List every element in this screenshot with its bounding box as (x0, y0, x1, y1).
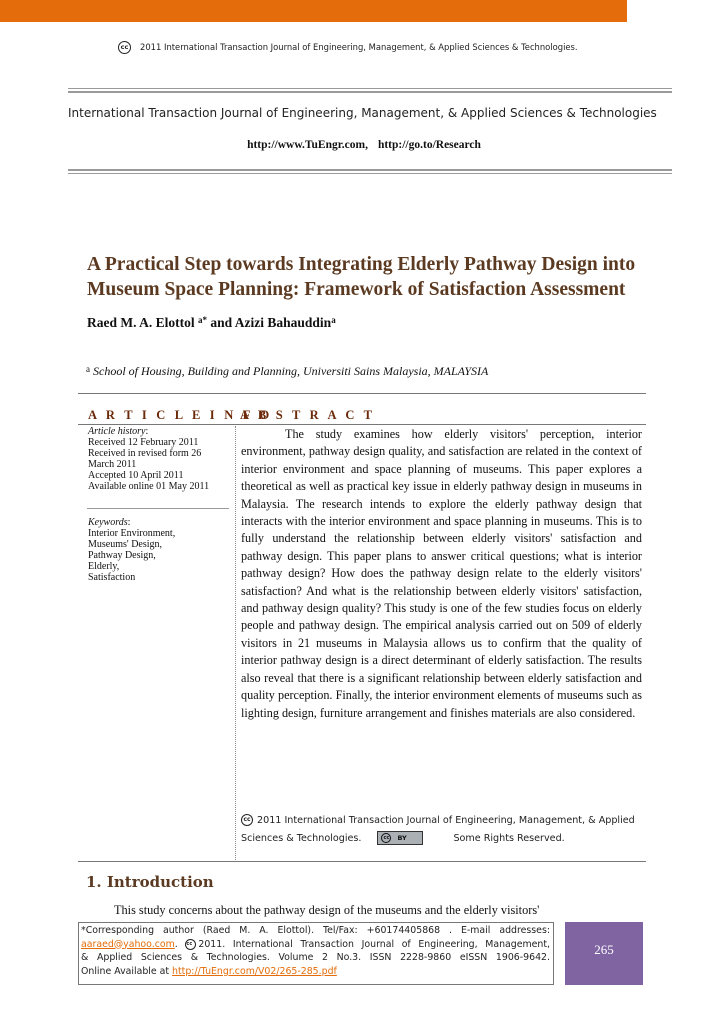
cc-by-badge[interactable] (377, 831, 423, 845)
article-title (87, 252, 635, 302)
article-info-heading: A R T I C L E I N F O (88, 408, 273, 422)
author-2-marker: a (331, 315, 336, 325)
header-copyright-text: 2011 International Transaction Journal of Engineering, Management, & Applied Sciences & Technologies. (140, 42, 578, 52)
info-header-rule (78, 424, 646, 425)
history-divider (87, 508, 229, 509)
article-history: Article history: Received 12 February 2011 Received in revised form 26 March 2011 Accepted 10 April 2011 Available online 01 May 2011 (88, 426, 210, 492)
page-number: 265 (594, 942, 614, 957)
keyword-item: Interior Environment, (88, 528, 176, 539)
history-line: Received in revised form 26 (88, 448, 202, 459)
introduction-first-line: This study concerns about the pathway design of the museums and the elderly visitors' (114, 903, 540, 917)
footnote-line-2-text: 2011. International Transaction Journal of Engineering, Management, (198, 938, 551, 950)
section-heading-introduction: 1. Introduction (86, 873, 214, 891)
abstract-text: The study examines how elderly visitors' perception, interior environment, pathway design quality, and satisfaction are related in the context of interior environment and space planning of museums. This paper explores a theoretical as well as practical key issue in elderly pathway design in museums in Malaysia. The research intends to explore the elderly pathway design that interacts with the interior environment and space planning in museums. This is to fully understand the relationship between elderly visitors' satisfaction and pathway design. This paper plans to answer critical questions; what is interior pathway design? How does the pathway design relate to the elderly visitors' satisfaction? And what is the relationship between elderly visitors' satisfaction, and pathway design quality? This study is one of the few studies focus on elderly people and pathway design. The empirical analysis carried out on 509 of elderly visitors in 21 museums in Malaysia allows us to confirm that the quality of interior pathway design is a direct determinant of elderly satisfaction. The results also reveal that there is a significant relationship between elderly satisfaction and quality perception. Finally, the interior environment elements of museums such as lighting design, furniture arrangement and finishes materials are also considered. (241, 427, 642, 720)
abstract-bottom-rule (78, 861, 646, 862)
article-title-line-1: A Practical Step towards Integrating Elderly Pathway Design into (87, 254, 636, 275)
keyword-item: Pathway Design, (88, 550, 156, 561)
header-bottom-rule (68, 173, 672, 174)
journal-urls (0, 139, 728, 151)
history-line: March 2011 (88, 459, 137, 470)
journal-url-1[interactable]: http://www.TuEngr.com, (247, 139, 368, 151)
journal-name: International Transaction Journal of Engineering, Management, & Applied Sciences & Technologies (68, 106, 657, 120)
column-separator (235, 426, 236, 862)
footnote-line-4 (81, 965, 550, 979)
online-label: Online Available at (81, 965, 170, 977)
header-bottom-rule-thick (68, 169, 672, 171)
abstract-body (241, 426, 642, 722)
footnote-box (78, 922, 554, 985)
info-top-rule (78, 393, 646, 394)
footnote-line-3: & Applied Sciences & Technologies. Volume 2 No.3. ISSN 2228-9860 eISSN 1906-9642. (81, 952, 550, 963)
affiliation-marker: a (86, 364, 90, 374)
header-top-rule-thick (68, 91, 672, 93)
author-1-marker: a* (198, 315, 207, 325)
footnote-line-1: *Corresponding author (Raed M. A. Elottol). Tel/Fax: +60174405868 . E-mail addresses: (81, 925, 550, 936)
page-number-box (565, 922, 643, 985)
creative-commons-icon: cc (185, 939, 196, 950)
affiliation (86, 364, 488, 379)
keywords: Keywords: Interior Environment, Museums' Design, Pathway Design, Elderly, Satisfaction (88, 517, 176, 583)
author-2: and Azizi Bahauddin (210, 315, 332, 330)
keyword-item: Satisfaction (88, 572, 136, 583)
license-rights: Some Rights Reserved. (453, 833, 565, 844)
article-title-line-2: Museum Space Planning: Framework of Satisfaction Assessment (87, 279, 626, 300)
abstract-heading: A B S T R A C T (240, 408, 376, 422)
affiliation-text: School of Housing, Building and Planning, Universiti Sains Malaysia, MALAYSIA (93, 364, 489, 378)
license-line-2: Sciences & Technologies. (241, 833, 362, 844)
creative-commons-icon: cc (381, 833, 391, 843)
author-email-link[interactable]: aaraed@yahoo.com (81, 938, 175, 950)
cc-by-label: BY (397, 834, 407, 842)
license-notice (241, 812, 646, 848)
keywords-label: Keywords (88, 517, 128, 528)
journal-url-2[interactable]: http://go.to/Research (377, 139, 481, 151)
license-line-1: 2011 International Transaction Journal of Engineering, Management, & Applied (257, 815, 635, 826)
keyword-item: Elderly, (88, 561, 120, 572)
history-line: Received 12 February 2011 (88, 437, 199, 448)
history-label: Article history (88, 426, 146, 437)
history-line: Accepted 10 April 2011 (88, 470, 184, 481)
history-line: Available online 01 May 2011 (88, 481, 210, 492)
header-copyright (118, 41, 578, 54)
creative-commons-icon: cc (241, 814, 253, 826)
creative-commons-icon: cc (118, 41, 131, 54)
online-url-link[interactable]: http://TuEngr.com/V02/265-285.pdf (172, 965, 337, 977)
top-accent-bar (0, 0, 627, 22)
footnote-line-2: aaraed@yahoo.com. cc 2011. International Transaction Journal of Engineering, Management, (81, 938, 551, 950)
keyword-item: Museums' Design, (88, 539, 163, 550)
author-list (87, 315, 336, 331)
header-top-rule (68, 88, 672, 89)
author-1: Raed M. A. Elottol (87, 315, 195, 330)
